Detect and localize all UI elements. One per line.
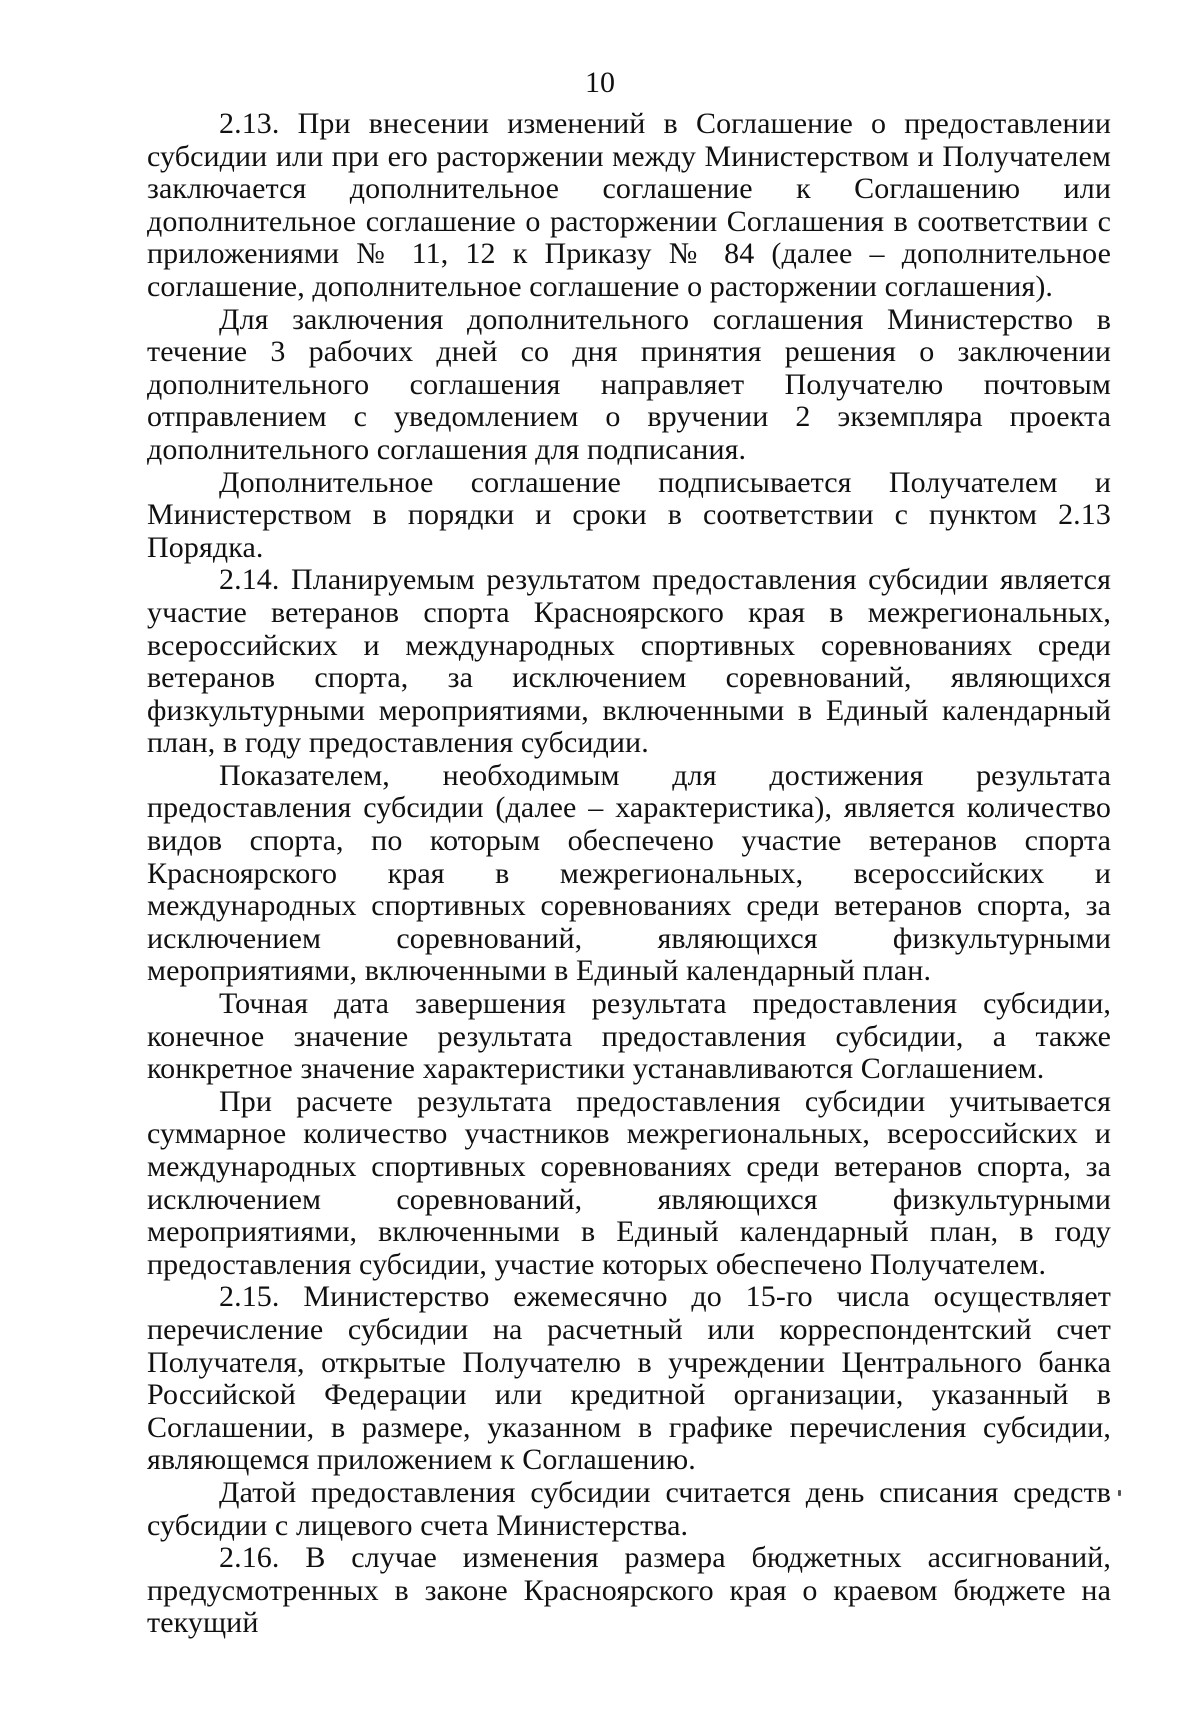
- paragraph-date-of-provision: Датой предоставления субсидии считается день списания средств субсидии с лицевого счета Министерства.: [147, 1475, 1111, 1542]
- page-number: 10: [585, 66, 615, 99]
- scan-speck: [1118, 1490, 1121, 1496]
- paragraph-indicator: Показателем, необходимым для достижения результата предоставления субсидии (далее – характеристика), является количество видов спорта, по которым обеспечено участие ветеранов спорта Красноярского края в межрегиональных, всероссийских и международных спортивных соревнованиях среди ветеранов спорта, за исключением соревнований, являющихся физкультурными мероприятиями, включенными в Единый календарный план.: [147, 758, 1111, 988]
- paragraph-2-15: 2.15. Министерство ежемесячно до 15-го числа осуществляет перечисление субсидии на расчетный или корреспондентский счет Получателя, открытые Получателю в учреждении Центрального банка Российской Федерации или кредитной организации, указанный в Соглашении, в размере, указанном в графике перечисления субсидии, являющемся приложением к Соглашению.: [147, 1280, 1111, 1477]
- paragraph-2-14: 2.14. Планируемым результатом предоставления субсидии является участие ветеранов спорта Красноярского края в межрегиональных, всероссийских и международных спортивных соревнованиях среди ветеранов спорта, за исключением соревнований, являющихся физкультурными мероприятиями, включенными в Единый календарный план, в году предоставления субсидии.: [147, 563, 1111, 760]
- paragraph-2-16: 2.16. В случае изменения размера бюджетных ассигнований, предусмотренных в законе Красноярского края о краевом бюджете на текущий: [147, 1541, 1111, 1640]
- paragraph-additional-agreement-signing: Дополнительное соглашение подписывается Получателем и Министерством в порядки и сроки в соответствии с пунктом 2.13 Порядка.: [147, 465, 1111, 564]
- paragraph-exact-date: Точная дата завершения результата предоставления субсидии, конечное значение результата предоставления субсидии, а также конкретное значение характеристики устанавливаются Соглашением.: [147, 987, 1111, 1086]
- paragraph-result-calculation: При расчете результата предоставления субсидии учитывается суммарное количество участников межрегиональных, всероссийских и международных спортивных соревнованиях среди ветеранов спорта, за исключением соревнований, являющихся физкультурными мероприятиями, включенными в Единый календарный план, в году предоставления субсидии, участие которых обеспечено Получателем.: [147, 1084, 1111, 1281]
- document-body: [147, 108, 1111, 1640]
- paragraph-2-13: 2.13. При внесении изменений в Соглашение о предоставлении субсидии или при его расторжении между Министерством и Получателем заключается дополнительное соглашение к Соглашению или дополнительное соглашение о расторжении Соглашения в соответствии с приложениями № 11, 12 к Приказу № 84 (далее – дополнительное соглашение, дополнительное соглашение о расторжении соглашения).: [147, 107, 1111, 303]
- paragraph-additional-agreement-procedure: Для заключения дополнительного соглашения Министерство в течение 3 рабочих дней со дня принятия решения о заключении дополнительного соглашения направляет Получателю почтовым отправлением с уведомлением о вручении 2 экземпляра проекта дополнительного соглашения для подписания.: [147, 302, 1111, 466]
